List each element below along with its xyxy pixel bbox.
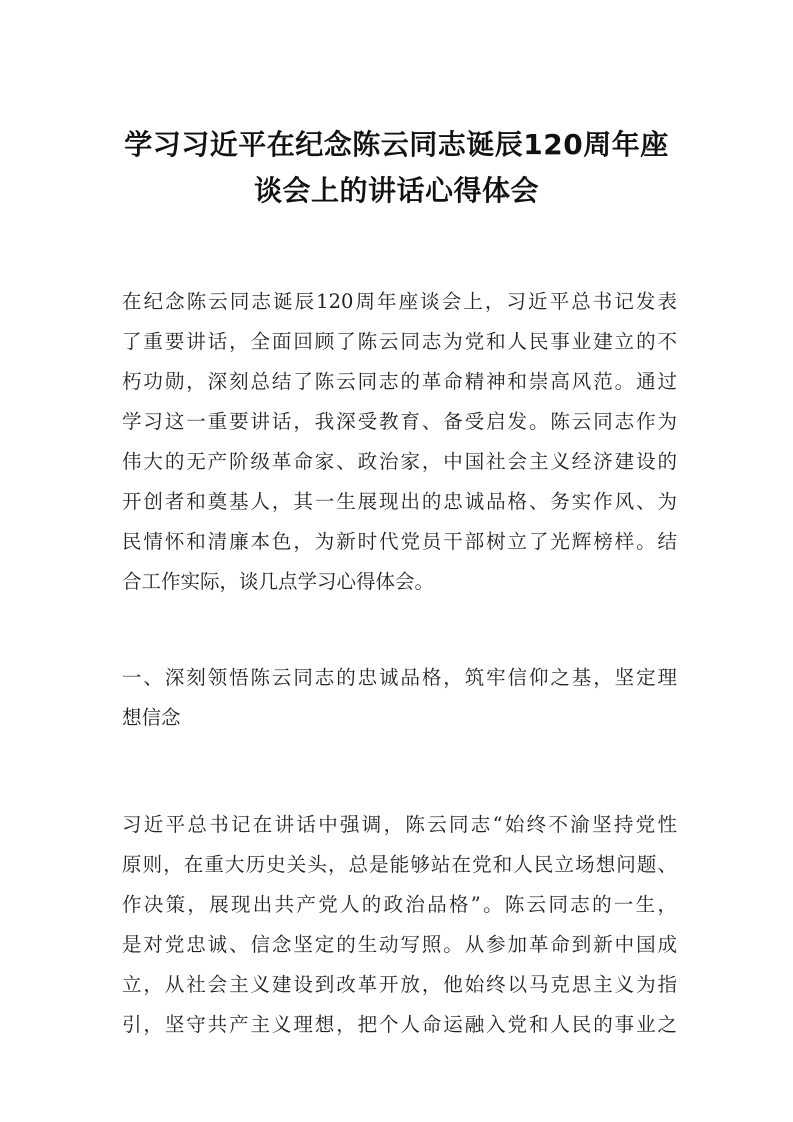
paragraph-line: 是对党忠诚、信念坚定的生动写照。从参加革命到新中国成 <box>122 933 677 956</box>
paragraph-line: 合工作实际，谈几点学习心得体会。 <box>122 570 435 593</box>
title-line: 学习习近平在纪念陈云同志诞辰120周年座 <box>124 128 669 161</box>
paragraph-line: 在纪念陈云同志诞辰120周年座谈会上，习近平总书记发表 <box>122 290 677 313</box>
paragraph-line: 立，从社会主义建设到改革开放，他始终以马克思主义为指 <box>122 973 677 996</box>
section-heading <box>122 658 677 738</box>
document-title <box>100 122 693 214</box>
paragraph-line: 引，坚守共产主义理想，把个人命运融入党和人民的事业之 <box>122 1013 677 1036</box>
paragraph-line: 原则，在重大历史关头，总是能够站在党和人民立场想问题、 <box>122 853 677 876</box>
paragraph-line: 作决策，展现出共产党人的政治品格”。陈云同志的一生， <box>122 893 677 916</box>
section-paragraph <box>122 805 677 1045</box>
intro-paragraph <box>122 282 677 602</box>
heading-line: 一、深刻领悟陈云同志的忠诚品格，筑牢信仰之基，坚定理 <box>122 666 677 689</box>
paragraph-line: 了重要讲话，全面回顾了陈云同志为党和人民事业建立的不 <box>122 330 677 353</box>
paragraph-line: 朽功勋，深刻总结了陈云同志的革命精神和崇高风范。通过 <box>122 370 677 393</box>
paragraph-line: 民情怀和清廉本色，为新时代党员干部树立了光辉榜样。结 <box>122 530 677 553</box>
paragraph-line: 伟大的无产阶级革命家、政治家，中国社会主义经济建设的 <box>122 450 677 473</box>
title-line: 谈会上的讲话心得体会 <box>253 174 539 207</box>
paragraph-line: 开创者和奠基人，其一生展现出的忠诚品格、务实作风、为 <box>122 490 677 513</box>
paragraph-line: 习近平总书记在讲话中强调，陈云同志“始终不渝坚持党性 <box>122 813 677 836</box>
heading-line: 想信念 <box>122 706 181 729</box>
paragraph-line: 学习这一重要讲话，我深受教育、备受启发。陈云同志作为 <box>122 410 677 433</box>
